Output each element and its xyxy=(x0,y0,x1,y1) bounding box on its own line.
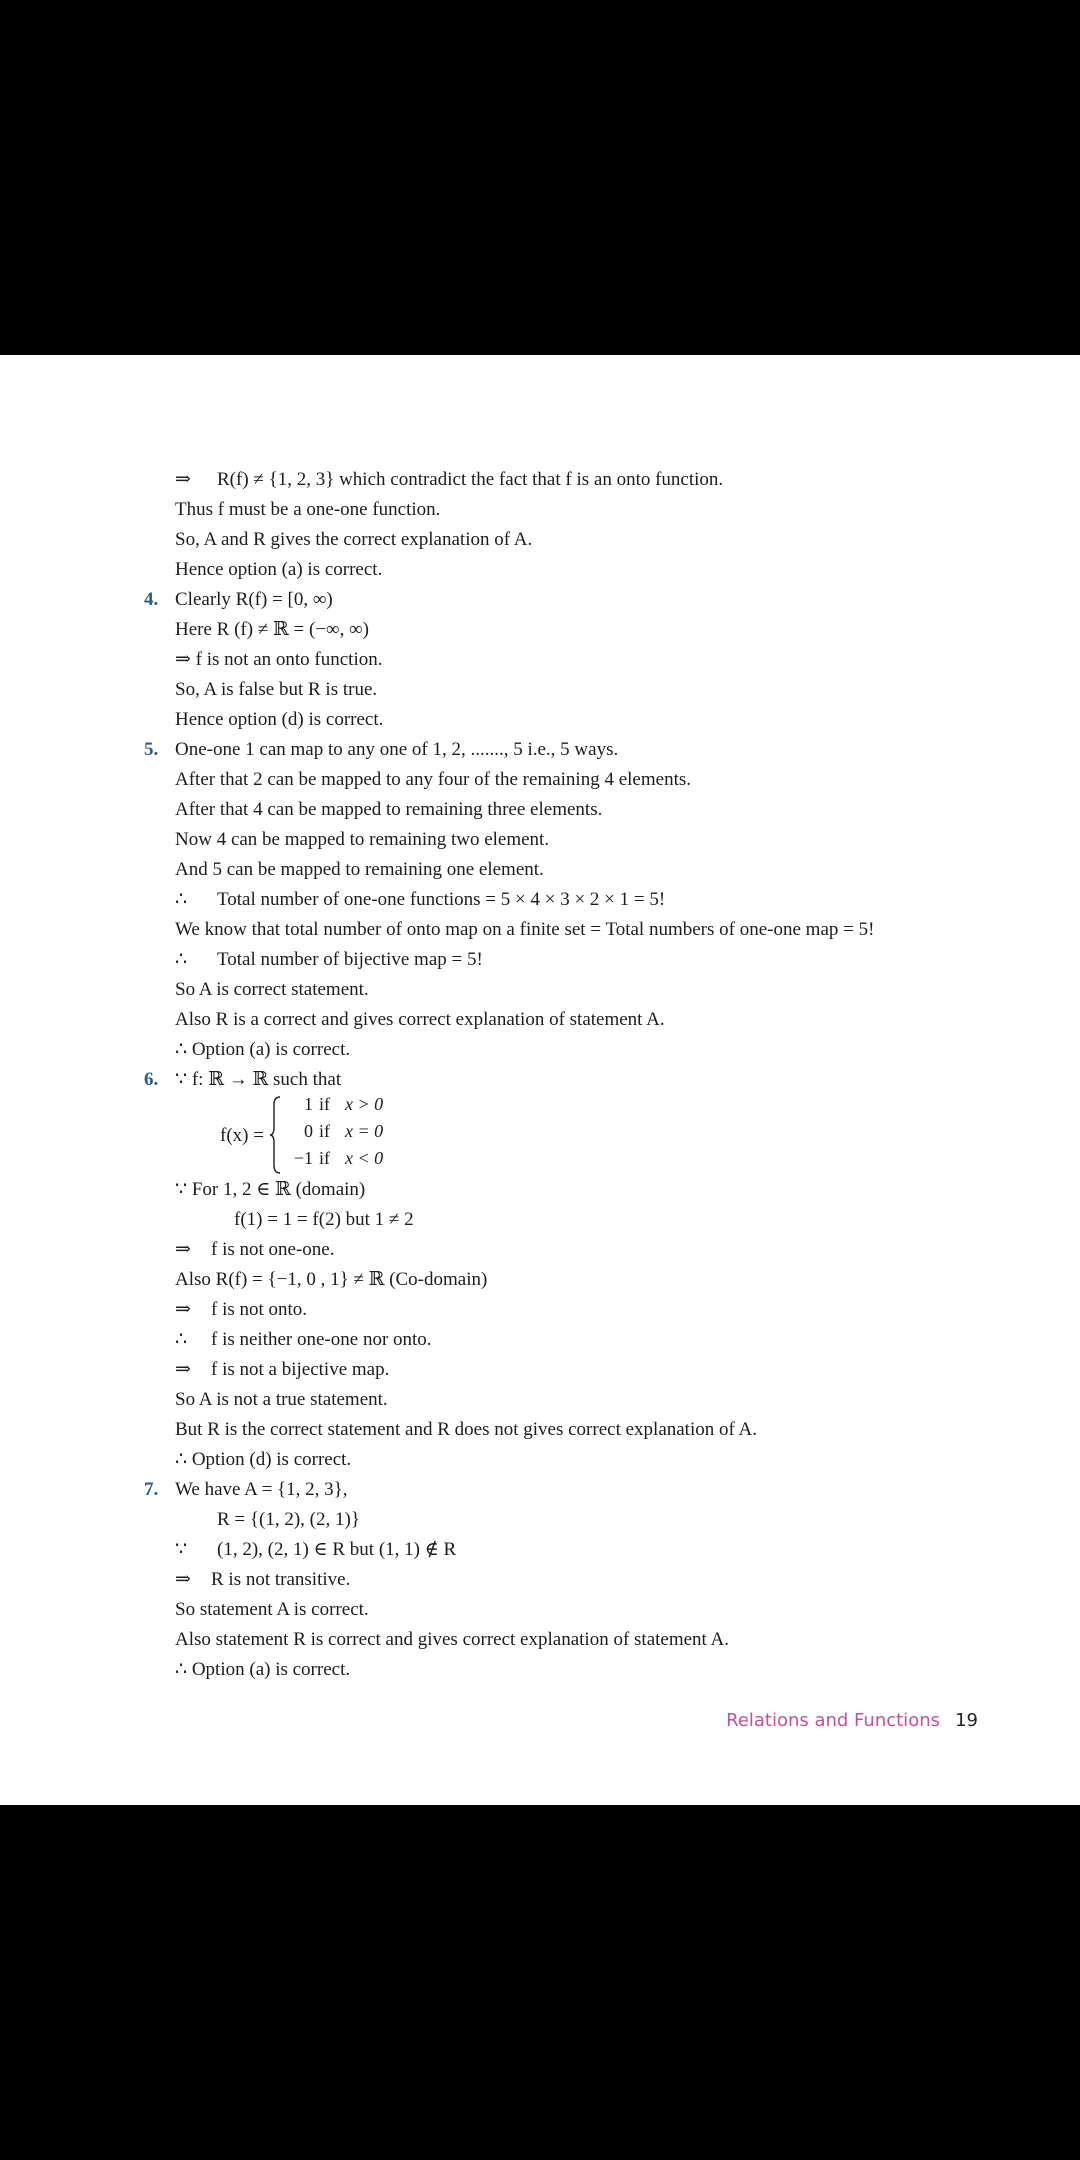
text-line xyxy=(0,1415,1080,1445)
text-line xyxy=(0,1205,1080,1235)
line-text: f is not one-one. xyxy=(211,1239,335,1260)
piece-if: if xyxy=(319,1121,330,1141)
line-text: Clearly R(f) = [0, ∞) xyxy=(175,589,333,610)
line-text: f is not a bijective map. xyxy=(211,1359,390,1380)
text-line xyxy=(0,885,1080,915)
text-line xyxy=(0,1565,1080,1595)
document-page xyxy=(0,355,1080,1805)
brace-icon xyxy=(270,1095,282,1175)
page-footer xyxy=(0,1710,1080,1740)
line-text: R is not transitive. xyxy=(211,1569,351,1590)
line-text: Total number of bijective map = 5! xyxy=(217,949,483,970)
implies-symbol: ⇒ xyxy=(175,1299,191,1320)
text-line xyxy=(0,495,1080,525)
text-line xyxy=(0,1625,1080,1655)
text-line xyxy=(0,705,1080,735)
therefore-symbol: ∴ xyxy=(175,949,188,970)
text-line xyxy=(0,1035,1080,1065)
because-symbol: ∵ xyxy=(175,1539,188,1560)
implies-symbol: ⇒ xyxy=(175,1359,191,1380)
line-text: Also statement R is correct and gives correct explanation of statement A. xyxy=(175,1629,729,1650)
line-text: So, A is false but R is true. xyxy=(175,679,378,700)
question-number: 7. xyxy=(144,1479,159,1500)
text-line xyxy=(0,465,1080,495)
text-line xyxy=(0,1235,1080,1265)
piecewise-row xyxy=(283,1118,423,1145)
question-line xyxy=(0,585,1080,615)
text-line xyxy=(0,1505,1080,1535)
text-line xyxy=(0,1265,1080,1295)
line-text: Hence option (a) is correct. xyxy=(175,559,383,580)
line-text: Also R is a correct and gives correct explanation of statement A. xyxy=(175,1009,665,1030)
text-line xyxy=(0,1005,1080,1035)
line-text: After that 4 can be mapped to remaining three elements. xyxy=(175,799,603,820)
text-line xyxy=(0,855,1080,885)
line-text: So, A and R gives the correct explanation of A. xyxy=(175,529,533,550)
text-line xyxy=(0,1325,1080,1355)
line-text: So A is not a true statement. xyxy=(175,1389,388,1410)
implies-symbol: ⇒ xyxy=(175,469,191,490)
line-text: So statement A is correct. xyxy=(175,1599,369,1620)
piecewise-definition xyxy=(0,1095,1080,1175)
question-line xyxy=(0,1065,1080,1095)
text-line xyxy=(0,765,1080,795)
line-text: (1, 2), (2, 1) ∈ R but (1, 1) ∉ R xyxy=(217,1539,457,1560)
implies-symbol: ⇒ xyxy=(175,1239,191,1260)
piece-condition: x = 0 xyxy=(345,1121,384,1141)
line-text: R(f) ≠ {1, 2, 3} which contradict the fact that f is an onto function. xyxy=(217,469,724,490)
piecewise-row xyxy=(283,1091,423,1118)
line-text: We know that total number of onto map on a finite set = Total numbers of one-one map = 5! xyxy=(175,919,875,940)
line-text: f is neither one-one nor onto. xyxy=(211,1329,432,1350)
text-line xyxy=(0,1595,1080,1625)
answer-line: ∴ Option (a) is correct. xyxy=(175,1039,351,1060)
line-text: Also R(f) = {−1, 0 , 1} ≠ ℝ (Co-domain) xyxy=(175,1269,488,1290)
chapter-title: Relations and Functions xyxy=(726,1710,940,1731)
text-line xyxy=(0,615,1080,645)
line-text: We have A = {1, 2, 3}, xyxy=(175,1479,348,1500)
piece-value: −1 xyxy=(293,1148,313,1168)
therefore-symbol: ∴ xyxy=(175,1329,188,1350)
text-line xyxy=(0,945,1080,975)
line-text: R = {(1, 2), (2, 1)} xyxy=(217,1509,360,1530)
line-text: So A is correct statement. xyxy=(175,979,369,1000)
implies-symbol: ⇒ xyxy=(175,1569,191,1590)
piecewise-row xyxy=(283,1145,423,1172)
text-line xyxy=(0,555,1080,585)
line-text: Hence option (d) is correct. xyxy=(175,709,384,730)
text-line xyxy=(0,1175,1080,1205)
question-number: 5. xyxy=(144,739,159,760)
function-label: f(x) = xyxy=(220,1125,264,1146)
text-line xyxy=(0,975,1080,1005)
text-line xyxy=(0,825,1080,855)
text-line xyxy=(0,645,1080,675)
text-line xyxy=(0,795,1080,825)
text-line xyxy=(0,525,1080,555)
line-text: ⇒ f is not an onto function. xyxy=(175,649,383,670)
question-line xyxy=(0,735,1080,765)
text-line xyxy=(0,1445,1080,1475)
line-text: f is not onto. xyxy=(211,1299,308,1320)
question-number: 4. xyxy=(144,589,159,610)
solutions-content xyxy=(0,465,1080,1685)
therefore-symbol: ∴ xyxy=(175,889,188,910)
text-line xyxy=(0,675,1080,705)
line-text: ∵ For 1, 2 ∈ ℝ (domain) xyxy=(175,1179,366,1200)
text-line xyxy=(0,915,1080,945)
line-text: ∵ f: ℝ → ℝ such that xyxy=(175,1069,342,1090)
line-text: And 5 can be mapped to remaining one element. xyxy=(175,859,544,880)
text-line xyxy=(0,1385,1080,1415)
piece-if: if xyxy=(319,1148,330,1168)
answer-line: ∴ Option (a) is correct. xyxy=(175,1659,351,1680)
piece-condition: x > 0 xyxy=(345,1094,384,1114)
line-text: Thus f must be a one-one function. xyxy=(175,499,441,520)
line-text: After that 2 can be mapped to any four of the remaining 4 elements. xyxy=(175,769,691,790)
piecewise-rows xyxy=(283,1091,423,1172)
piece-value: 1 xyxy=(304,1094,313,1114)
text-line xyxy=(0,1655,1080,1685)
line-text: Total number of one-one functions = 5 × 4 × 3 × 2 × 1 = 5! xyxy=(217,889,666,910)
text-line xyxy=(0,1295,1080,1325)
line-text: Here R (f) ≠ ℝ = (−∞, ∞) xyxy=(175,619,369,640)
piece-if: if xyxy=(319,1094,330,1114)
line-text: But R is the correct statement and R does not gives correct explanation of A. xyxy=(175,1419,757,1440)
answer-line: ∴ Option (d) is correct. xyxy=(175,1449,352,1470)
question-line xyxy=(0,1475,1080,1505)
page-number: 19 xyxy=(955,1710,978,1731)
text-line xyxy=(0,1535,1080,1565)
line-text: One-one 1 can map to any one of 1, 2, ......., 5 i.e., 5 ways. xyxy=(175,739,619,760)
piece-condition: x < 0 xyxy=(345,1148,384,1168)
text-line xyxy=(0,1355,1080,1385)
piece-value: 0 xyxy=(304,1121,313,1141)
line-text: f(1) = 1 = f(2) but 1 ≠ 2 xyxy=(234,1209,414,1230)
question-number: 6. xyxy=(144,1069,159,1090)
line-text: Now 4 can be mapped to remaining two element. xyxy=(175,829,550,850)
